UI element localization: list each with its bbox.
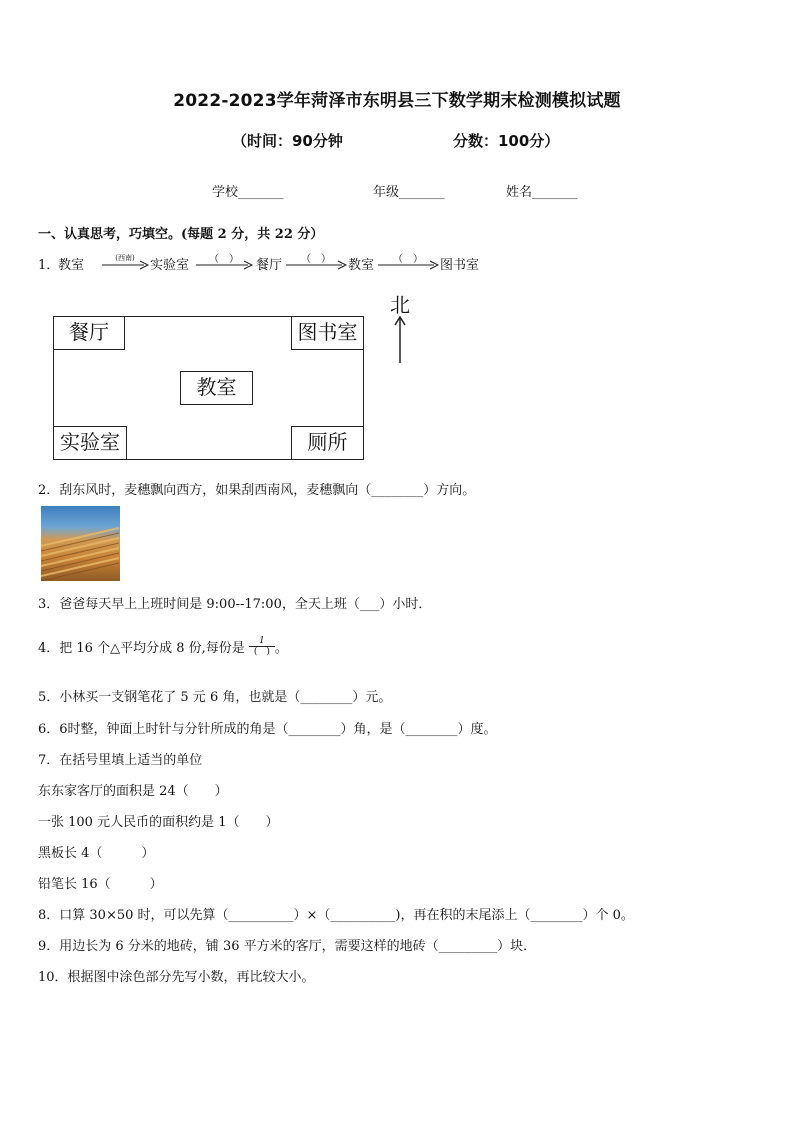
q1-place-classroom: 教室 bbox=[58, 258, 85, 273]
school-field: 学校_______ bbox=[212, 185, 284, 200]
q7-item-3: 黑板长 4（ ） bbox=[38, 846, 155, 861]
question-8: 8．口算 30×50 时，可以先算（__________）×（__________)，再在积的末尾添上（________）个 0。 bbox=[38, 908, 634, 923]
q1-arrow4-label: （ ） bbox=[393, 254, 423, 265]
q1-place-lab: 实验室 bbox=[150, 258, 190, 273]
question-3: 3．爸爸每天早上上班时间是 9:00--17:00，全天上班（___）小时． bbox=[38, 597, 432, 612]
q7-item-4: 铅笔长 16（ ） bbox=[38, 877, 163, 892]
q1-place-classroom-2: 教室 bbox=[348, 258, 375, 273]
map-library: 图书室 bbox=[291, 316, 364, 350]
question-2: 2．刮东风时，麦穗飘向西方，如果刮西南风，麦穗飘向（________）方向。 bbox=[38, 483, 476, 498]
q4-numerator: 1 bbox=[249, 636, 275, 647]
exam-score: 分数：100分） bbox=[453, 132, 560, 150]
question-4 bbox=[38, 637, 288, 660]
q1-arrow3-label: （ ） bbox=[301, 254, 331, 265]
north-arrow-icon bbox=[394, 316, 406, 364]
q4-fraction bbox=[249, 636, 275, 658]
question-7: 7．在括号里填上适当的单位 bbox=[38, 753, 203, 768]
map-classroom: 教室 bbox=[180, 371, 253, 405]
q1-number: 1． bbox=[38, 258, 60, 273]
map-toilet: 厕所 bbox=[291, 426, 364, 460]
wheat-image bbox=[41, 506, 120, 581]
page-title: 2022-2023学年菏泽市东明县三下数学期末检测模拟试题 bbox=[173, 91, 621, 111]
right-arrow-icon bbox=[378, 260, 440, 270]
exam-time: （时间：90分钟 bbox=[232, 132, 343, 150]
question-9: 9．用边长为 6 分米的地砖，铺 36 平方米的客厅，需要这样的地砖（_________）块． bbox=[38, 939, 537, 954]
section-1-heading: 一、认真思考，巧填空。(每题 2 分，共 22 分） bbox=[38, 227, 324, 242]
q1-arrow1-label: (西南) bbox=[115, 254, 135, 262]
north-label: 北 bbox=[390, 293, 410, 317]
right-arrow-icon bbox=[102, 260, 150, 270]
wheat-ears-icon bbox=[41, 506, 120, 581]
question-4-text: 4．把 16 个△平均分成 8 份,每份是 bbox=[38, 641, 245, 656]
right-arrow-icon bbox=[286, 260, 348, 270]
q7-item-1: 东东家客厅的面积是 24（ ） bbox=[38, 784, 228, 799]
q1-arrow2-label: （ ） bbox=[209, 254, 239, 265]
name-field: 姓名_______ bbox=[506, 185, 578, 200]
map-lab: 实验室 bbox=[53, 426, 127, 460]
q7-item-2: 一张 100 元人民币的面积约是 1（ ） bbox=[38, 815, 279, 830]
grade-field: 年级_______ bbox=[373, 185, 445, 200]
right-arrow-icon bbox=[196, 260, 254, 270]
question-5: 5．小林买一支钢笔花了 5 元 6 角，也就是（________）元。 bbox=[38, 690, 392, 705]
map-restaurant: 餐厅 bbox=[53, 316, 125, 350]
q4-denominator: ( ) bbox=[253, 646, 270, 657]
q1-place-restaurant: 餐厅 bbox=[256, 258, 283, 273]
q4-end: 。 bbox=[274, 641, 288, 656]
question-10: 10．根据图中涂色部分先写小数，再比较大小。 bbox=[38, 970, 315, 985]
question-6: 6．6时整，钟面上时针与分针所成的角是（________）角，是（________）度。 bbox=[38, 722, 497, 737]
q1-place-library: 图书室 bbox=[440, 258, 480, 273]
